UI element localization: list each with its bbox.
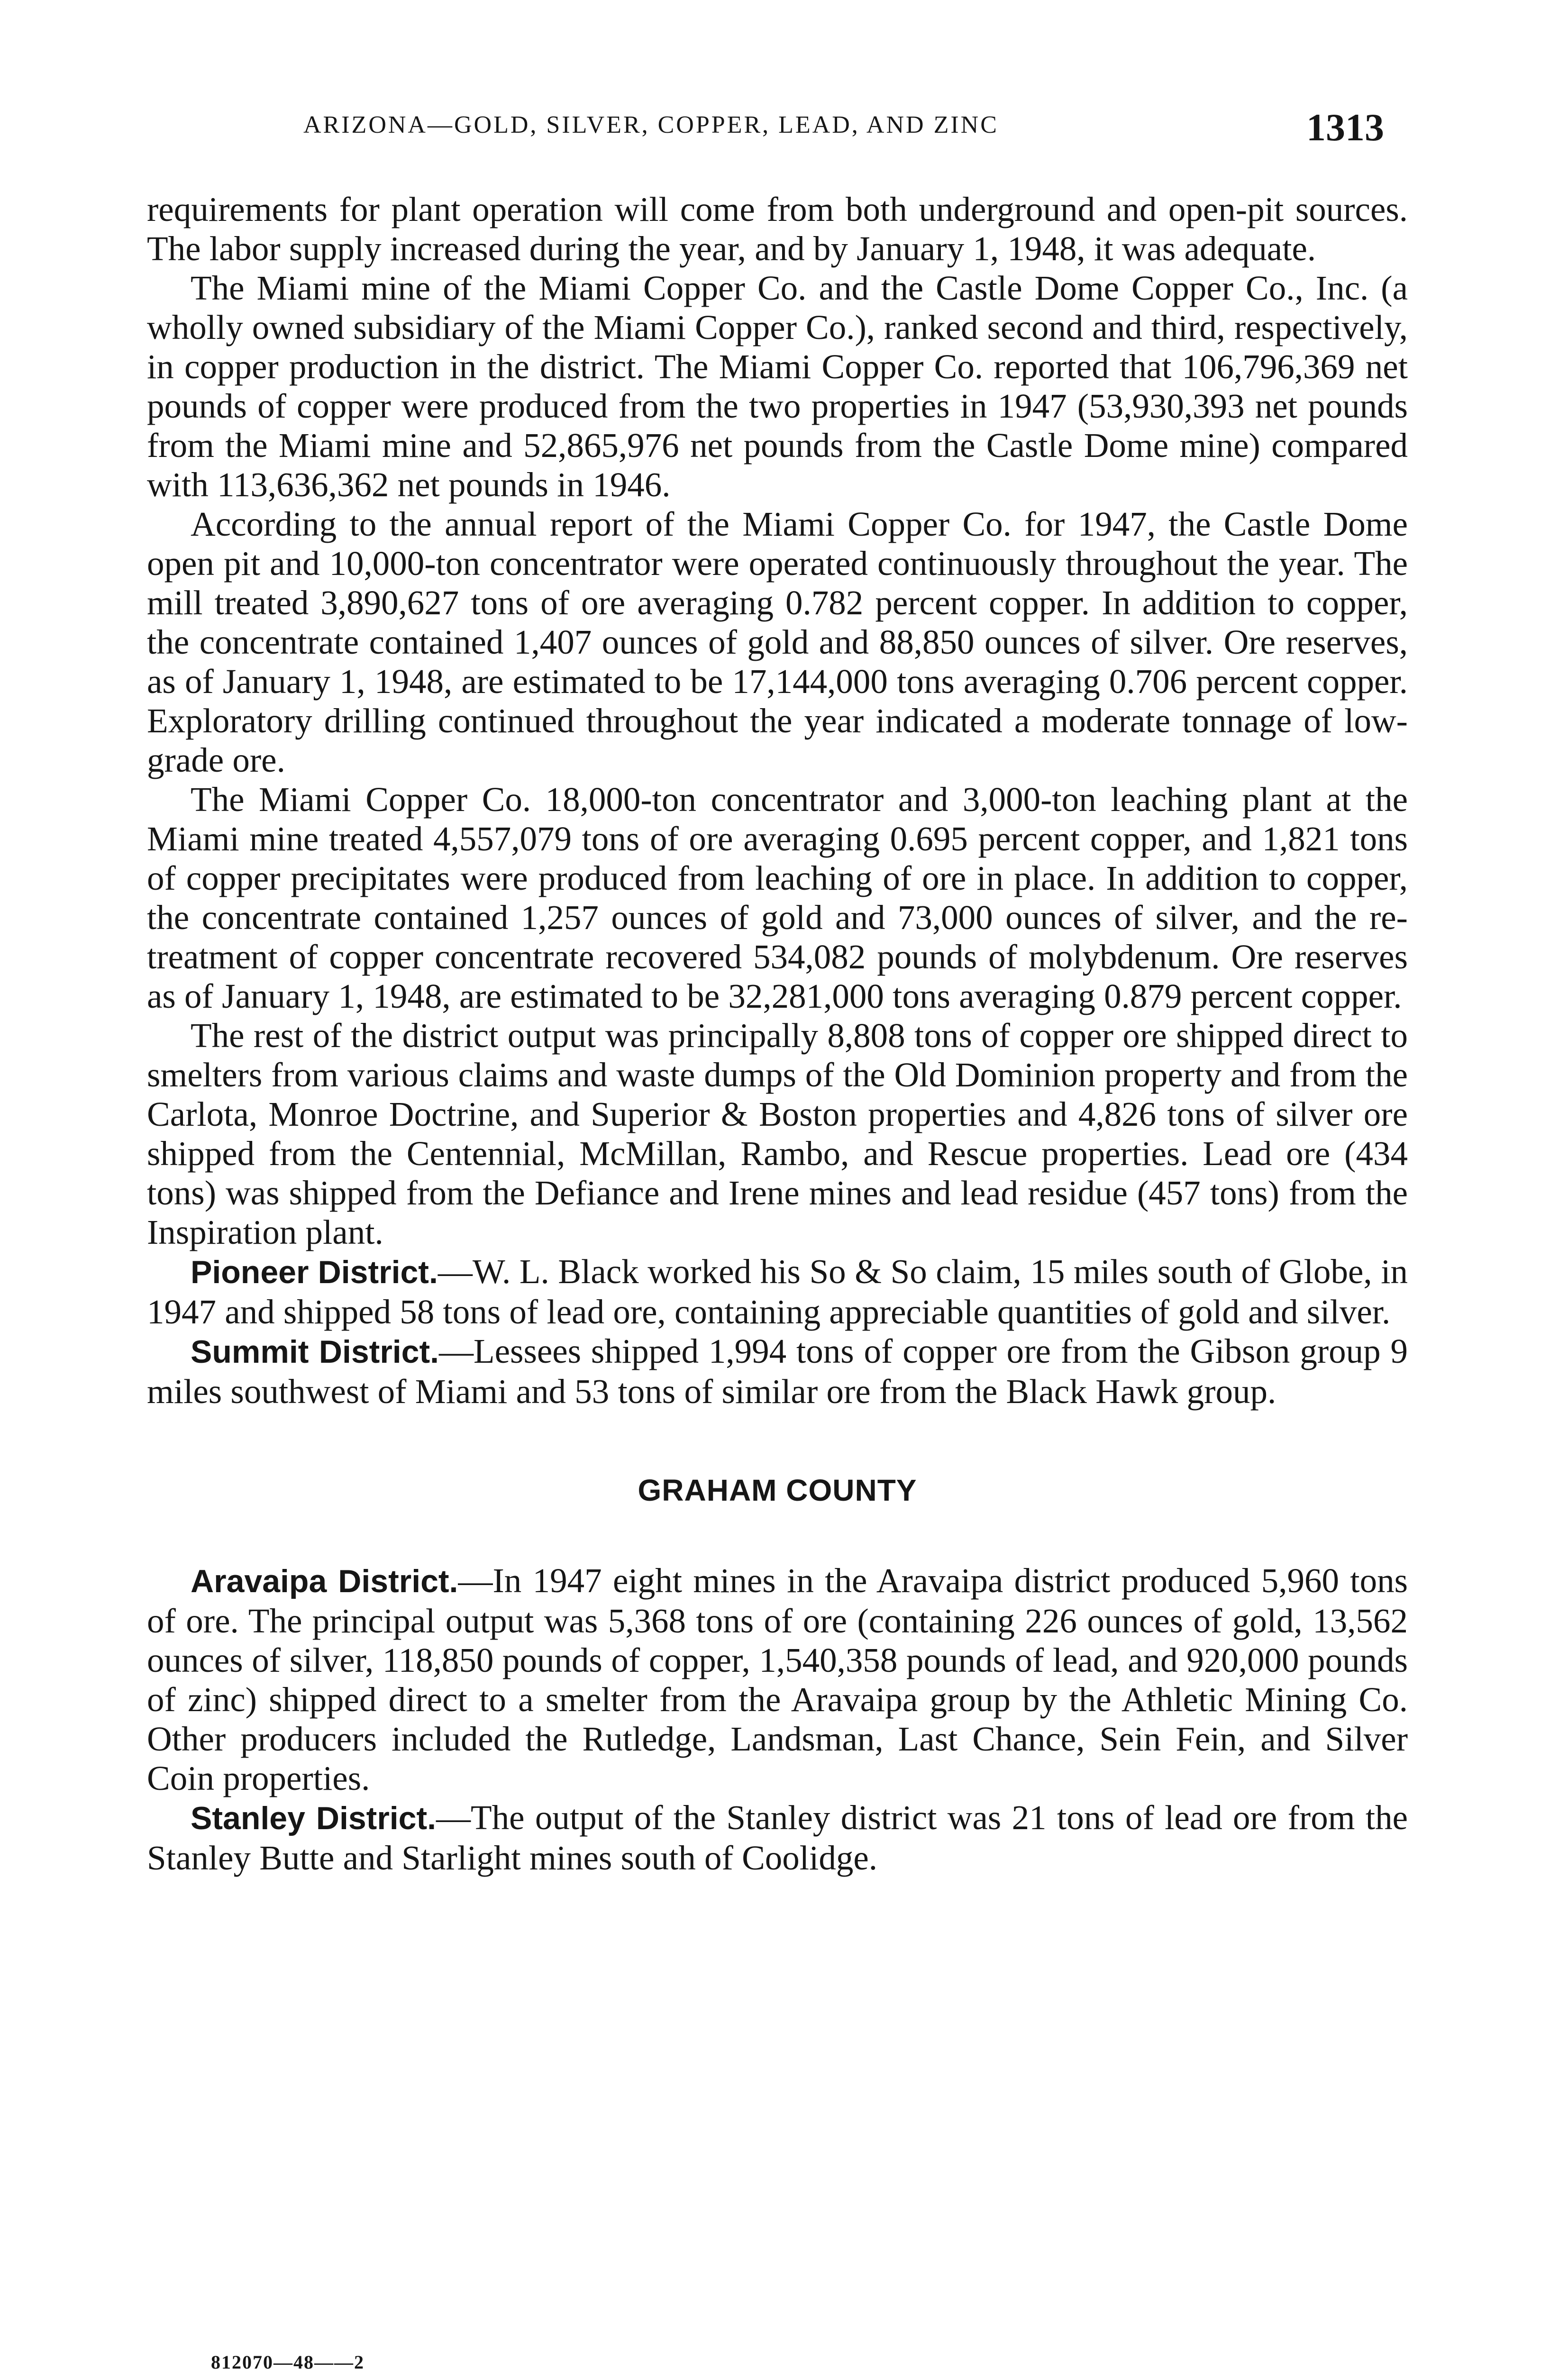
aravaipa-district-heading: Aravaipa District.: [191, 1563, 458, 1599]
paragraph-continuation: requirements for plant operation will come from both underground and open-pit sources. The labor supply increased during the year, and by January 1, 1948, it was adequate.: [147, 190, 1408, 268]
paragraph-pioneer-district: [147, 1252, 1408, 1331]
aravaipa-district-text: —In 1947 eight mines in the Aravaipa district produced 5,960 tons of ore. The principal output was 5,368 tons of ore (containing 226 ounces of gold, 13,562 ounces of silver, 118,850 pounds of copper, 1,540,358 pounds of lead, and 920,000 pounds of zinc) shipped direct to a smelter from the Aravaipa group by the Athletic Mining Co. Other producers included the Rutledge, Landsman, Last Chance, Sein Fein, and Silver Coin properties.: [147, 1561, 1408, 1797]
summit-district-text: —Lessees shipped 1,994 tons of copper ore from the Gibson group 9 miles southwest of Miami and 53 tons of similar ore from the Black Hawk group.: [147, 1332, 1408, 1411]
running-header: [0, 105, 1568, 157]
paragraph-district-output: The rest of the district output was principally 8,808 tons of copper ore shipped direct to smelters from various claims and waste dumps of the Old Dominion property and from the Carlota, Monroe Doctrine, and Superior & Boston properties and 4,826 tons of silver ore shipped from the Centennial, McMillan, Rambo, and Rescue properties. Lead ore (434 tons) was shipped from the Defiance and Irene mines and lead residue (457 tons) from the Inspiration plant.: [147, 1016, 1408, 1251]
paragraph-castle-dome-report: According to the annual report of the Miami Copper Co. for 1947, the Castle Dome open pit and 10,000-ton concentrator were operated continuously throughout the year. The mill treated 3,890,627 tons of ore averaging 0.782 percent copper. In addition to copper, the concentrate contained 1,407 ounces of gold and 88,850 ounces of silver. Ore reserves, as of January 1, 1948, are estimated to be 17,144,000 tons averaging 0.706 percent copper. Exploratory drilling continued throughout the year indicated a moderate tonnage of low-grade ore.: [147, 505, 1408, 779]
stanley-district-heading: Stanley District.: [191, 1800, 437, 1836]
stanley-district-text: —The output of the Stanley district was 21 tons of lead ore from the Stanley Butte and Starlight mines south of Coolidge.: [147, 1798, 1408, 1877]
paragraph-stanley-district: [147, 1798, 1408, 1878]
running-title: ARIZONA—GOLD, SILVER, COPPER, LEAD, AND ZINC: [303, 111, 999, 138]
section-heading-graham-county: GRAHAM COUNTY: [638, 1473, 917, 1507]
summit-district-heading: Summit District.: [191, 1334, 439, 1370]
pioneer-district-text: —W. L. Black worked his So & So claim, 15 miles south of Globe, in 1947 and shipped 58 tons of lead ore, containing appreciable quantities of gold and silver.: [147, 1252, 1408, 1331]
paragraph-miami-castle-dome: The Miami mine of the Miami Copper Co. and the Castle Dome Copper Co., Inc. (a wholly owned subsidiary of the Miami Copper Co.), ranked second and third, respectively, in copper production in the district. The Miami Copper Co. reported that 106,796,369 net pounds of copper were produced from the two properties in 1947 (53,930,393 net pounds from the Miami mine and 52,865,976 net pounds from the Castle Dome mine) compared with 113,636,362 net pounds in 1946.: [147, 269, 1408, 504]
paragraph-aravaipa-district: [147, 1561, 1408, 1798]
print-code-footer: 812070—48——2: [211, 2352, 365, 2370]
paragraph-summit-district: [147, 1331, 1408, 1411]
pioneer-district-heading: Pioneer District.: [191, 1254, 438, 1290]
page-number: 1313: [1306, 106, 1384, 149]
body-text: [147, 190, 1408, 1878]
paragraph-miami-concentrator: The Miami Copper Co. 18,000-ton concentrator and 3,000-ton leaching plant at the Miami mine treated 4,557,079 tons of ore averaging 0.695 percent copper, and 1,821 tons of copper precipitates were produced from leaching of ore in place. In addition to copper, the concentrate contained 1,257 ounces of gold and 73,000 ounces of silver, and the re-treatment of copper concentrate recovered 534,082 pounds of molybdenum. Ore reserves as of January 1, 1948, are estimated to be 32,281,000 tons averaging 0.879 percent copper.: [147, 780, 1408, 1015]
